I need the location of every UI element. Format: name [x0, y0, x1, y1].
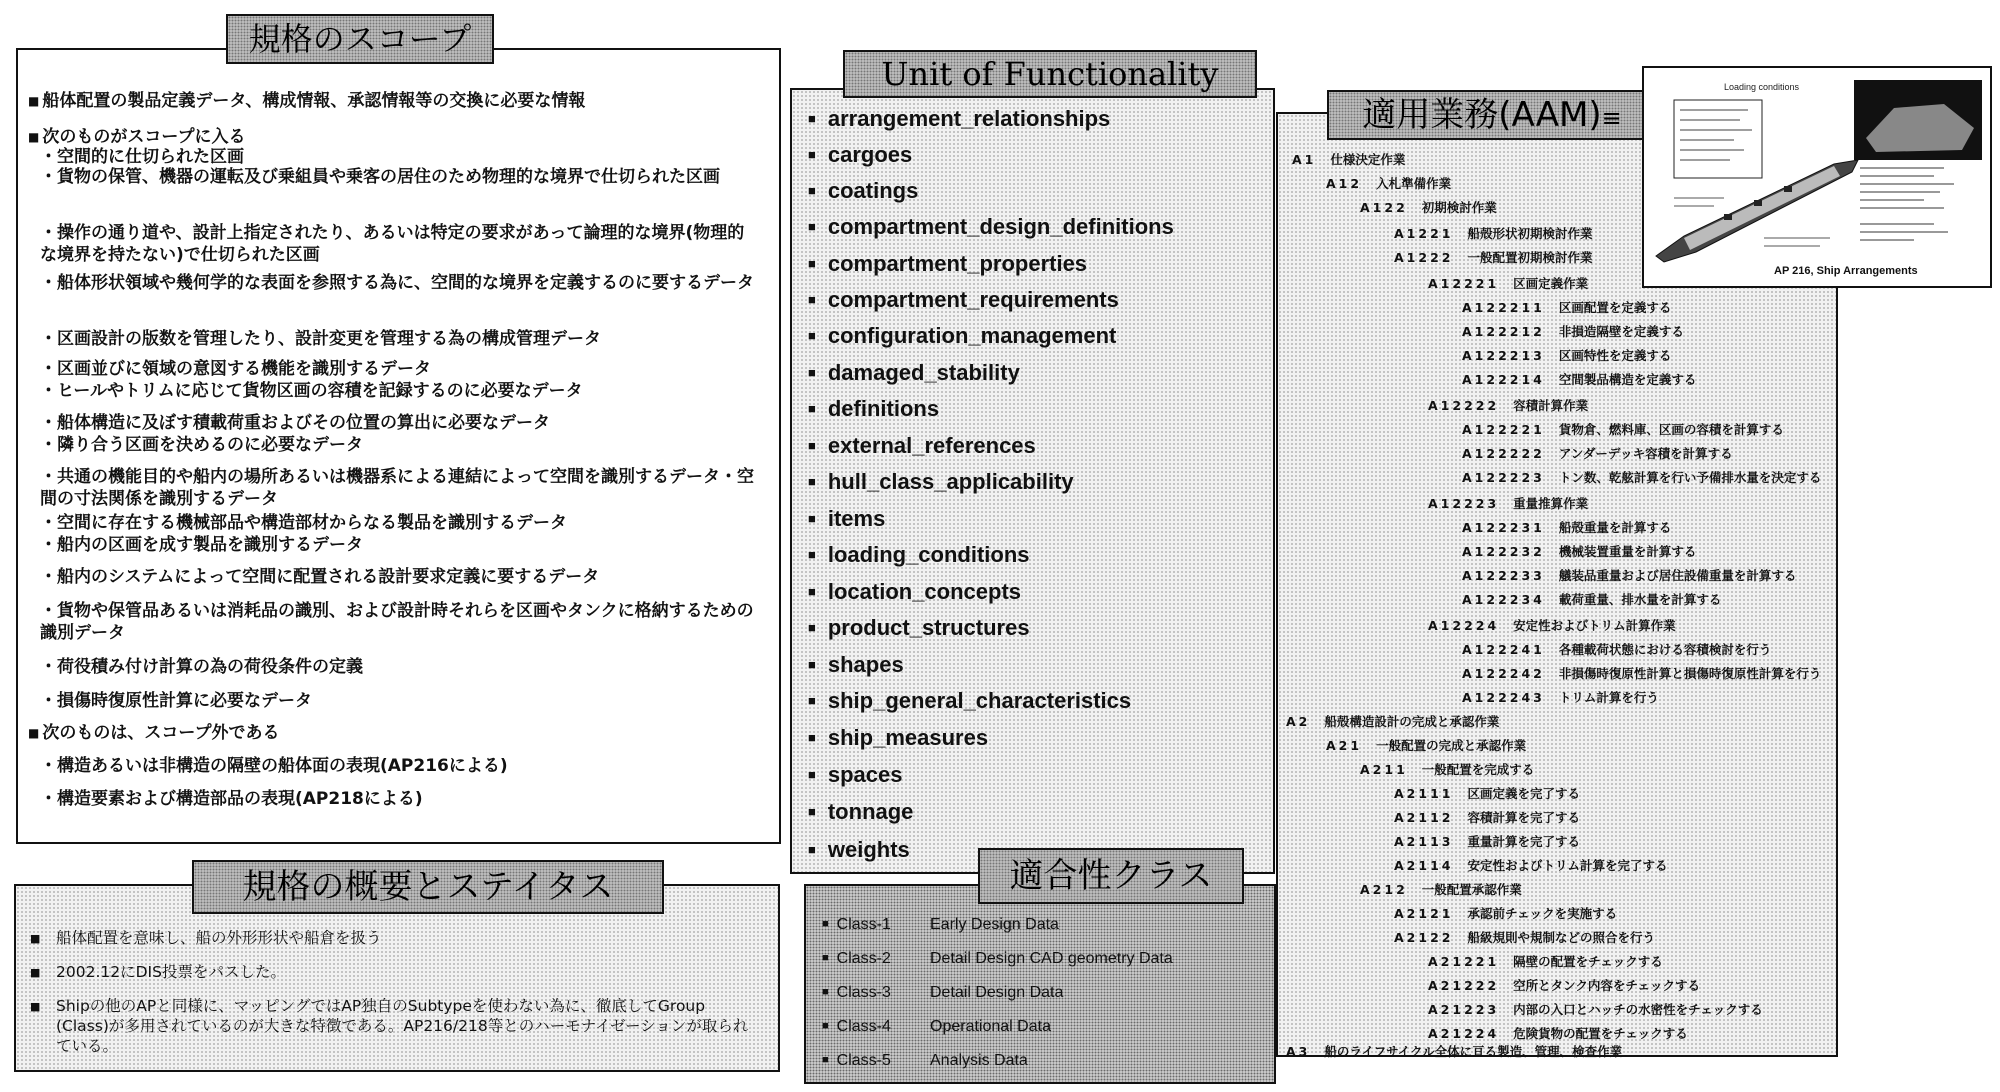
aam-code: A212 [1360, 882, 1408, 897]
aam-code: A122213 [1462, 348, 1545, 363]
aam-row [1428, 976, 1700, 994]
aam-label: 承認前チェックを実施する [1467, 906, 1618, 921]
aam-code: A2112 [1394, 810, 1454, 825]
conformance-class-row: ■ Class-4 Operational Data [822, 1018, 1051, 1036]
aam-label: 区画特性を定義する [1558, 348, 1672, 363]
aam-code: A211 [1360, 762, 1408, 777]
aam-code: A2 [1286, 714, 1311, 729]
aam-label: 船殻重量を計算する [1558, 520, 1672, 535]
aam-code: A122214 [1462, 372, 1545, 387]
figure-header: Loading conditions [1724, 82, 1800, 92]
aam-row [1292, 150, 1405, 168]
aam-label: 空間製品構造を定義する [1558, 372, 1697, 387]
aam-code: A122212 [1462, 324, 1545, 339]
aam-code: A21222 [1428, 978, 1500, 993]
aam-row [1462, 664, 1821, 682]
aam-label: 一般配置の完成と承認作業 [1376, 738, 1527, 753]
aam-row [1394, 928, 1655, 946]
summary-title: 規格の概要とステイタス [192, 860, 664, 914]
aam-code: A12223 [1428, 496, 1500, 511]
uof-item: ■ ship_general_characteristics [808, 688, 1131, 714]
scope-item: ■ 次のものがスコープに入る [28, 126, 761, 148]
scope-item: ・ 船内の区画を成す製品を識別するデータ [28, 534, 761, 556]
uof-panel [790, 88, 1275, 874]
aam-code: A2122 [1394, 930, 1454, 945]
uof-item: ■ weights [808, 837, 910, 863]
uof-item: ■ items [808, 506, 885, 532]
aam-label: 内部の入口とハッチの水密性をチェックする [1513, 1002, 1763, 1017]
scope-item: ・ 船体構造に及ぼす積載荷重およびその位置の算出に必要なデータ [28, 412, 761, 434]
aam-code: A2113 [1394, 834, 1454, 849]
aam-label: 船殻構造設計の完成と承認作業 [1324, 714, 1500, 729]
aam-row [1462, 420, 1784, 438]
aam-label: 重量計算を完了する [1467, 834, 1580, 849]
conformance-class-row: ■ Class-1 Early Design Data [822, 916, 1059, 934]
aam-row [1394, 784, 1580, 802]
aam-label: 貨物倉、燃料庫、区画の容積を計算する [1558, 422, 1784, 437]
aam-label: 機械装置重量を計算する [1558, 544, 1697, 559]
aam-row [1462, 298, 1671, 316]
scope-item: ■ 次のものは、スコープ外である [28, 722, 761, 744]
uof-item: ■ cargoes [808, 142, 912, 168]
aam-code: A1 [1292, 152, 1317, 167]
aam-row [1428, 616, 1676, 634]
aam-row [1428, 274, 1588, 292]
conformance-class-row: ■ Class-5 Analysis Data [822, 1052, 1028, 1070]
summary-item: ■ 2002.12にDIS投票をパスした。 [56, 962, 758, 982]
aam-code: A122233 [1462, 568, 1545, 583]
scope-item: ・ 隣り合う区画を決めるのに必要なデータ [28, 434, 761, 456]
aam-label: アンダーデッキ容積を計算する [1558, 446, 1733, 461]
uof-item: ■ ship_measures [808, 725, 988, 751]
aam-code: A12221 [1428, 276, 1500, 291]
uof-title: Unit of Functionality [843, 50, 1257, 98]
figure-caption: AP 216, Ship Arrangements [1774, 265, 1918, 277]
aam-code: A2114 [1394, 858, 1454, 873]
aam-label: 船殻形状初期検討作業 [1467, 226, 1593, 241]
aam-label: 入札準備作業 [1376, 176, 1452, 191]
aam-code: A122231 [1462, 520, 1545, 535]
uof-item: ■ arrangement_relationships [808, 106, 1110, 132]
aam-label: トリム計算を行う [1558, 690, 1659, 705]
aam-label: 隔壁の配置をチェックする [1513, 954, 1663, 969]
scope-item: ・ 貨物や保管品あるいは消耗品の識別、および設計時それらを区画やタンクに格納するための識別データ [28, 600, 761, 644]
aam-row [1394, 224, 1592, 242]
uof-item: ■ damaged_stability [808, 360, 1020, 386]
aam-row [1462, 370, 1696, 388]
uof-item: ■ compartment_requirements [808, 287, 1119, 313]
aam-row [1462, 468, 1821, 486]
uof-item: ■ compartment_properties [808, 251, 1087, 277]
scope-item: ■ 船体配置の製品定義データ、構成情報、承認情報等の交換に必要な情報 [28, 90, 761, 112]
uof-item: ■ compartment_design_definitions [808, 214, 1174, 240]
aam-label: 区画配置を定義する [1558, 300, 1672, 315]
aam-row [1462, 590, 1721, 608]
aam-code: A122243 [1462, 690, 1545, 705]
uof-item: ■ location_concepts [808, 579, 1021, 605]
aam-code: A21221 [1428, 954, 1500, 969]
aam-row [1326, 736, 1526, 754]
aam-label: 安定性およびトリム計算作業 [1513, 618, 1676, 633]
scope-item: ・ 構造要素および構造部品の表現(AP218による) [28, 788, 761, 810]
uof-item: ■ spaces [808, 762, 902, 788]
aam-code: A1221 [1394, 226, 1454, 241]
aam-label: 一般配置初期検討作業 [1467, 250, 1593, 265]
uof-item: ■ coatings [808, 178, 918, 204]
scope-item: ・ 操作の通り道や、設計上指定されたり、あるいは特定の要求があって論理的な境界(物理的な境界を持たない)で仕切られた区画 [28, 222, 761, 266]
aam-row [1360, 880, 1522, 898]
aam-label: 船のライフサイクル全体に亘る製造、管理、検査作業 [1324, 1044, 1623, 1059]
aam-label: 仕様決定作業 [1330, 152, 1406, 167]
aam-label: 重量推算作業 [1513, 496, 1589, 511]
aam-row [1360, 198, 1497, 216]
aam-row [1462, 566, 1796, 584]
uof-item: ■ tonnage [808, 799, 913, 825]
aam-label: 危険貨物の配置をチェックする [1513, 1026, 1688, 1041]
aam-code: A122211 [1462, 300, 1545, 315]
ship-figure [1642, 66, 1992, 288]
uof-item: ■ loading_conditions [808, 542, 1030, 568]
aam-label: トン数、乾舷計算を行い予備排水量を決定する [1558, 470, 1822, 485]
aam-title: 適用業務(AAM)≡ [1327, 90, 1657, 140]
aam-code: A122221 [1462, 422, 1545, 437]
scope-item: ・ 構造あるいは非構造の隔壁の船体面の表現(AP216による) [28, 755, 761, 777]
aam-code: A122223 [1462, 470, 1545, 485]
aam-code: A2111 [1394, 786, 1454, 801]
scope-item: ・ ヒールやトリムに応じて貨物区画の容積を記録するのに必要なデータ [28, 380, 761, 402]
aam-row [1286, 1042, 1622, 1060]
uof-item: ■ product_structures [808, 615, 1030, 641]
summary-item: ■ 船体配置を意味し、船の外形形状や船倉を扱う [56, 928, 758, 948]
scope-item: ・ 空間に存在する機械部品や構造部材からなる製品を識別するデータ [28, 512, 761, 534]
aam-label: 各種載荷状態における容積検討を行う [1558, 642, 1772, 657]
aam-row [1462, 322, 1684, 340]
scope-item: ・ 貨物の保管、機器の運転及び乗組員や乗客の居住のため物理的な境界で仕切られた区画 [28, 166, 761, 188]
aam-label: 非損造隔壁を定義する [1558, 324, 1684, 339]
conformance-class-row: ■ Class-2 Detail Design CAD geometry Data [822, 950, 1173, 968]
summary-item: ■ Shipの他のAPと同様に、マッピングではAP独自のSubtypeを使わない為に、徹底してGroup (Class)が多用されているのが大きな特徴である。AP216/218等とのハーモナイゼーションが取られている。 [56, 996, 758, 1056]
aam-label: 初期検討作業 [1421, 200, 1497, 215]
aam-code: A2121 [1394, 906, 1454, 921]
aam-row [1394, 832, 1580, 850]
scope-item: ・ 共通の機能目的や船内の場所あるいは機器系による連結によって空間を識別するデータ・空間の寸法関係を識別するデータ [28, 466, 761, 510]
aam-label: 区画定義を完了する [1467, 786, 1580, 801]
uof-item: ■ configuration_management [808, 323, 1116, 349]
scope-item: ・ 船体形状領域や幾何学的な表面を参照する為に、空間的な境界を定義するのに要するデータ [28, 272, 761, 294]
aam-label: 容積計算を完了する [1467, 810, 1580, 825]
aam-label: 容積計算作業 [1513, 398, 1589, 413]
aam-row [1462, 542, 1696, 560]
aam-code: A12 [1326, 176, 1363, 191]
aam-code: A122232 [1462, 544, 1545, 559]
aam-label: 非損傷時復原性計算と損傷時復原性計算を行う [1558, 666, 1822, 681]
aam-label: 一般配置を完成する [1421, 762, 1535, 777]
uof-item: ■ external_references [808, 433, 1036, 459]
uof-item: ■ shapes [808, 652, 904, 678]
aam-code: A122 [1360, 200, 1408, 215]
uof-item: ■ definitions [808, 396, 939, 422]
aam-row [1428, 1000, 1763, 1018]
aam-row [1428, 494, 1588, 512]
aam-code: A21224 [1428, 1026, 1500, 1041]
aam-row [1394, 856, 1667, 874]
aam-row [1462, 444, 1733, 462]
aam-label: 載荷重量、排水量を計算する [1558, 592, 1722, 607]
scope-item: ・ 区画設計の版数を管理したり、設計変更を管理する為の構成管理データ [28, 328, 761, 350]
aam-row [1394, 248, 1592, 266]
aam-label: 区画定義作業 [1513, 276, 1589, 291]
aam-row [1360, 760, 1534, 778]
aam-row [1462, 346, 1671, 364]
aam-row [1326, 174, 1451, 192]
scope-panel [16, 48, 781, 844]
ship-illustration [1644, 68, 1990, 286]
aam-row [1462, 688, 1659, 706]
aam-code: A122242 [1462, 666, 1545, 681]
uof-item: ■ hull_class_applicability [808, 469, 1074, 495]
aam-label: 船級規則や規制などの照合を行う [1467, 930, 1655, 945]
aam-row [1394, 808, 1580, 826]
aam-row [1428, 396, 1588, 414]
aam-code: A1222 [1394, 250, 1454, 265]
scope-item: ・ 空間的に仕切られた区画 [28, 146, 761, 168]
aam-code: A12224 [1428, 618, 1500, 633]
aam-row [1286, 712, 1499, 730]
aam-code: A12222 [1428, 398, 1500, 413]
aam-code: A3 [1286, 1044, 1311, 1059]
conformance-title: 適合性クラス [978, 848, 1244, 904]
aam-row [1428, 1024, 1688, 1042]
conformance-class-row: ■ Class-3 Detail Design Data [822, 984, 1063, 1002]
aam-row [1462, 640, 1771, 658]
aam-label: 空所とタンク内容をチェックする [1513, 978, 1701, 993]
aam-label: 艤装品重量および居住設備重量を計算する [1558, 568, 1797, 583]
aam-code: A21 [1326, 738, 1363, 753]
scope-item: ・ 荷役積み付け計算の為の荷役条件の定義 [28, 656, 761, 678]
aam-label: 安定性およびトリム計算を完了する [1467, 858, 1668, 873]
aam-label: 一般配置承認作業 [1421, 882, 1522, 897]
scope-item: ・ 損傷時復原性計算に必要なデータ [28, 690, 761, 712]
aam-row [1428, 952, 1663, 970]
scope-title: 規格のスコープ [226, 14, 494, 64]
conformance-panel [804, 884, 1276, 1084]
scope-item: ・ 区画並びに領域の意図する機能を識別するデータ [28, 358, 761, 380]
aam-row [1394, 904, 1617, 922]
scope-item: ・ 船内のシステムによって空間に配置される設計要求定義に要するデータ [28, 566, 761, 588]
aam-row [1462, 518, 1671, 536]
aam-code: A122222 [1462, 446, 1545, 461]
aam-code: A122234 [1462, 592, 1545, 607]
aam-code: A21223 [1428, 1002, 1500, 1017]
aam-code: A122241 [1462, 642, 1545, 657]
